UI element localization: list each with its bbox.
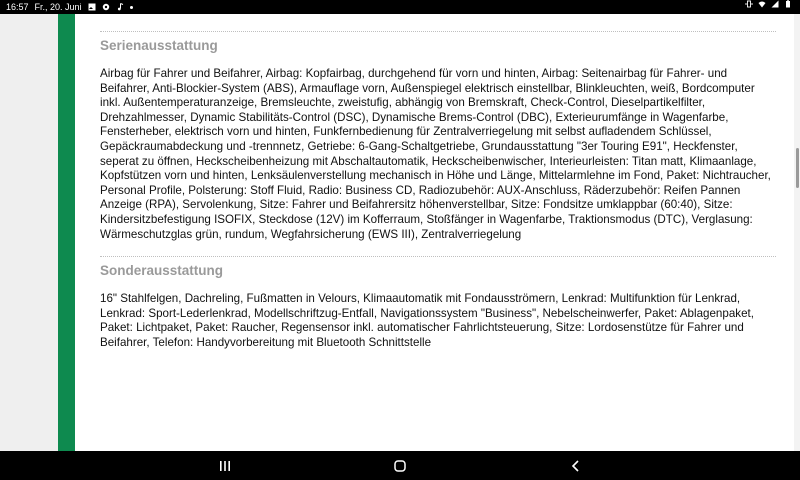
divider bbox=[100, 31, 776, 32]
equipment-page bbox=[0, 14, 800, 451]
music-note-icon bbox=[116, 3, 124, 11]
battery-icon bbox=[784, 0, 792, 8]
content-area bbox=[100, 14, 776, 351]
scrollbar-handle[interactable] bbox=[796, 148, 799, 188]
scroll-track[interactable] bbox=[794, 14, 800, 451]
section-title-standard: Serienausstattung bbox=[100, 38, 218, 53]
settings-icon bbox=[102, 3, 110, 11]
section-title-optional: Sonderausstattung bbox=[100, 263, 224, 279]
section-text-standard: Airbag für Fahrer und Beifahrer, Airbag: Kopfairbag, durchgehend für vorn und hinten, Airbag: Seitenairbag für Fahrer- und Beifahrer, Anti-Blockier-System (ABS), Armauflage vorn, Außenspiegel elektrisch einstellbar, Blinkleuchten, weiß, Bordcomputer inkl. Außentemperaturanzeige, Bremsleuchte, zweistufig, abhängig von Bremskraft, Check-Control, Dieselpartikelfilter, Drehzahlmesser, Dynamic Stabilitäts-Control (DSC), Dynamische Brems-Control (DBC), Exterieurumfänge in Wagenfarbe, Fensterheber, elektrisch vorn und hinten, Funkfernbedienung für Zentralverriegelung mit selbst aufladendem Schlüssel, Gepäckraumabdeckung und -trennnetz, Getriebe: 6-Gang-Schaltgetriebe, Grundausstattung "3er Touring E91", Heckfenster, seperat zu öffnen, Heckscheibenheizung mit Abschaltautomatik, Heckscheibenwischer, Interieurleisten: Titan matt, Klimaanlage, Kopfstützen vorn und hinten, Lenksäulenverstellung mechanisch in Höhe und Länge, Mittelarmlehne im Fond, Paket: Nichtraucher, Personal Profile, Polsterung: Stoff Fluid, Radio: Business CD, Radiozubehör: AUX-Anschluss, Räderzubehör: Reifen Pannen Anzeige (RPA), Servolenkung, Sitze: Fahrer und Beifahrersitz höhenverstellbar, Sitze: Fondsitze umklappbar (60:40), Sitze: Kindersitzbefestigung ISOFIX, Steckdose (12V) im Kofferraum, Stoßfänger in Wagenfarbe, Traktionsmodus (DTC), Verglasung: Wärmeschutzglas grün, rundum, Wegfahrsicherung (EWS III), Zentralverriegelung bbox=[100, 67, 771, 241]
recent-apps-icon[interactable] bbox=[216, 458, 234, 474]
section-text-optional: 16" Stahlfelgen, Dachreling, Fußmatten in Velours, Klimaautomatik mit Fondausströmern, Lenkrad: Multifunktion für Lenkrad, Lenkrad: Sport-Lederlenkrad, Modellschriftzug-Entfall, Navigationssystem "Business", Nebelscheinwerfer, Paket: Ablagenpaket, Paket: Lichtpaket, Paket: Raucher, Regensensor inkl. automatischer Fahrlichtsteuerung, Sitze: Lordosenstütze für Fahrer und Beifahrer, Telefon: Handyvorbereitung mit Bluetooth Schnittstelle bbox=[100, 292, 754, 349]
dot-icon bbox=[130, 6, 133, 9]
status-time: 16:57 bbox=[6, 2, 29, 12]
status-bar bbox=[0, 0, 800, 14]
left-margin bbox=[0, 14, 58, 451]
divider bbox=[100, 256, 776, 257]
navigation-bar bbox=[0, 451, 800, 480]
home-icon[interactable] bbox=[391, 458, 409, 474]
vibrate-icon bbox=[745, 0, 753, 8]
back-icon[interactable] bbox=[567, 458, 585, 474]
wifi-icon bbox=[758, 0, 766, 8]
status-date: Fr., 20. Juni bbox=[34, 2, 82, 12]
signal-icon bbox=[771, 0, 779, 8]
gallery-icon bbox=[88, 3, 96, 11]
accent-bar bbox=[58, 14, 75, 451]
